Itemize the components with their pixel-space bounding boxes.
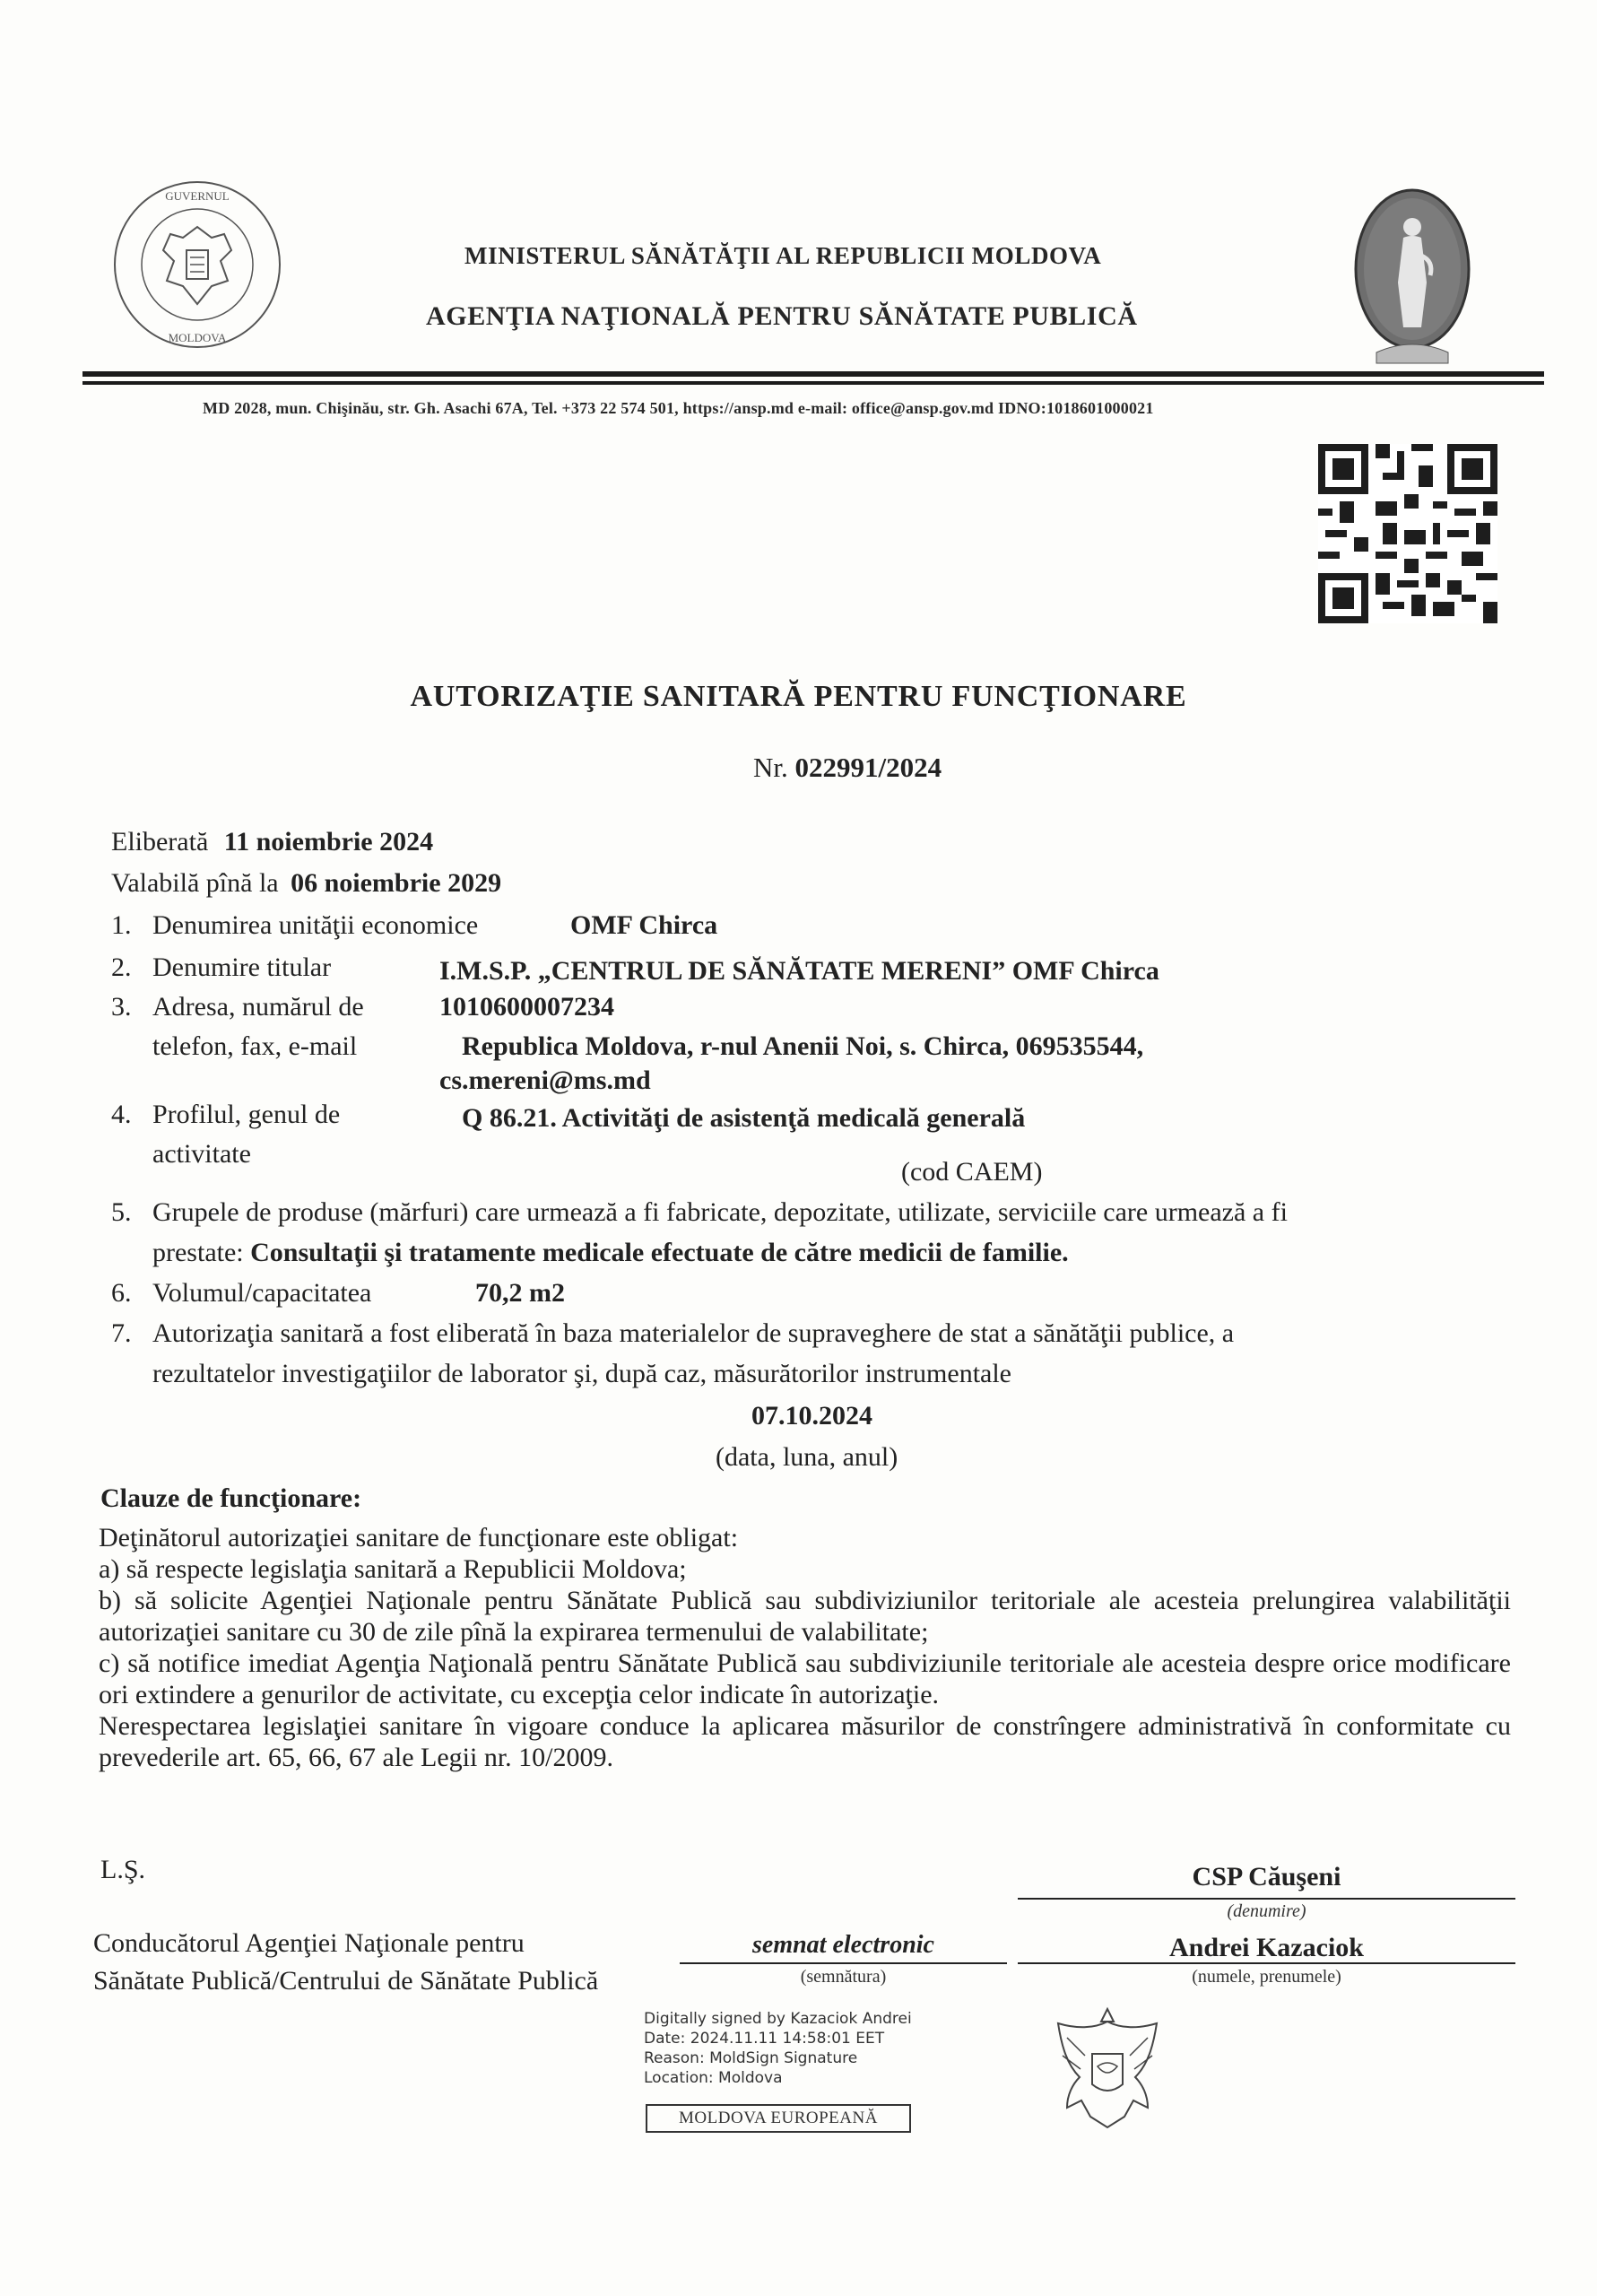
field-2-number: 2. [111, 952, 132, 982]
clauses-note: Nerespectarea legislaţiei sanitare în vigoare conduce la aplicarea măsurilor de constrîngere administrativă în conformitate cu prevederile art. 65, 66, 67 ale Legii nr. 10/2009. [99, 1711, 1511, 1772]
header-rule-thin [82, 381, 1544, 385]
digital-signature-block: Digitally signed by Kazaciok Andrei Date: 2024.11.11 14:58:01 EET Reason: MoldSign Signature Location: Moldova [644, 2010, 912, 2087]
issued-date: 11 noiembrie 2024 [223, 827, 434, 857]
field-1-label: Denumirea unităţii economice [152, 910, 479, 940]
valid-line: Valabilă pînă la 06 noiembrie 2029 [111, 868, 502, 898]
signed-electronic: semnat electronic [752, 1931, 934, 1959]
clause-b: b) să solicite Agenţiei Naţionale pentru Sănătate Publică sau subdiviziunilor teritoriale ale acesteia prelungirea valabilităţii autorizaţiei sanitare cu 30 de zile pînă la expirarea termenului de valabilitate; [99, 1586, 1511, 1647]
government-seal-icon [108, 175, 287, 354]
ls-mark: L.Ş. [100, 1855, 146, 1884]
header-rule-thick [82, 371, 1544, 377]
leader-line-1: Conducătorul Agenţiei Naţionale pentru [93, 1928, 525, 1958]
field-1-number: 1. [111, 910, 132, 940]
field-3-idno: 1010600007234 [439, 992, 614, 1022]
field-1-value: OMF Chirca [570, 910, 718, 940]
field-5-number: 5. [111, 1197, 132, 1227]
coat-of-arms-icon [1040, 2002, 1175, 2136]
ministry-name: MINISTERUL SĂNĂTĂŢII AL REPUBLICII MOLDOVA [464, 242, 1102, 269]
org-line [1018, 1898, 1515, 1900]
clauses-heading: Clauze de funcţionare: [100, 1483, 362, 1513]
agency-address: MD 2028, mun. Chişinău, str. Gh. Asachi 67A, Tel. +373 22 574 501, https://ansp.md e-mail: office@ansp.gov.md IDNO:1018601000021 [203, 399, 1154, 417]
field-2-label: Denumire titular [152, 952, 332, 982]
hygieia-medallion-icon [1350, 184, 1475, 368]
signed-line [680, 1962, 1007, 1964]
field-7-caption: (data, luna, anul) [716, 1442, 898, 1472]
field-3-label-1: Adresa, numărul de [152, 992, 364, 1022]
field-7-number: 7. [111, 1318, 132, 1348]
clause-a: a) să respecte legislaţia sanitară a Republicii Moldova; [99, 1554, 687, 1584]
valid-date: 06 noiembrie 2029 [291, 868, 502, 898]
field-3-address-1: Republica Moldova, r-nul Anenii Noi, s. Chirca, 069535544, [462, 1031, 1144, 1061]
field-3-label-2: telefon, fax, e-mail [152, 1031, 358, 1061]
agency-name: AGENŢIA NAŢIONALĂ PENTRU SĂNĂTATE PUBLICĂ [426, 301, 1138, 331]
clauses-body [99, 1522, 1511, 1773]
field-4-value: Q 86.21. Activităţi de asistenţă medicală generală [462, 1103, 1026, 1133]
field-7-line-2: rezultatelor investigaţiilor de laborator şi, după caz, măsurătorilor instrumentale [152, 1359, 1011, 1388]
document-title: AUTORIZAŢIE SANITARĂ PENTRU FUNCŢIONARE [410, 680, 1187, 713]
svg-text:MOLDOVA: MOLDOVA [168, 331, 227, 344]
field-6-number: 6. [111, 1278, 132, 1308]
signed-caption: (semnătura) [800, 1967, 887, 1987]
field-3-number: 3. [111, 992, 132, 1022]
signer-caption: (numele, prenumele) [1192, 1967, 1341, 1987]
field-5-value: Consultaţii şi tratamente medicale efectuate de către medicii de familie. [250, 1238, 1069, 1267]
field-5-line-1: Grupele de produse (mărfuri) care urmează a fi fabricate, depozitate, utilizate, serviciile care urmează a fi [152, 1197, 1288, 1227]
field-6-label: Volumul/capacitatea [152, 1278, 372, 1308]
leader-line-2: Sănătate Publică/Centrului de Sănătate Publică [93, 1966, 599, 1996]
moldova-europeana-box: MOLDOVA EUROPEANĂ [646, 2104, 911, 2133]
issued-line: Eliberată 11 noiembrie 2024 [111, 827, 434, 857]
clauses-intro: Deţinătorul autorizaţiei sanitare de funcţionare este obligat: [99, 1523, 739, 1552]
field-7-date: 07.10.2024 [751, 1401, 872, 1431]
signer-name: Andrei Kazaciok [1169, 1933, 1364, 1962]
field-4-caption: (cod CAEM) [901, 1157, 1043, 1187]
field-3-address-2: cs.mereni@ms.md [439, 1065, 651, 1095]
field-6-value: 70,2 m2 [475, 1278, 565, 1308]
document-number: Nr. 022991/2024 [753, 752, 942, 783]
field-4-label-2: activitate [152, 1139, 251, 1169]
svg-text:GUVERNUL: GUVERNUL [165, 189, 230, 203]
field-4-number: 4. [111, 1100, 132, 1129]
field-2-value: I.M.S.P. „CENTRUL DE SĂNĂTATE MERENI” OMF Chirca [439, 956, 1159, 986]
signer-line [1018, 1962, 1515, 1964]
clause-c: c) să notifice imediat Agenţia Naţională pentru Sănătate Publică sau subdiviziunile teritoriale ale acesteia despre orice modificare ori extindere a genurilor de activitate, cu excepţia celor indicate în autorizaţie. [99, 1648, 1511, 1709]
qr-code-icon [1318, 444, 1497, 623]
field-7-line-1: Autorizaţia sanitară a fost eliberată în baza materialelor de supraveghere de stat a sănătăţii publice, a [152, 1318, 1235, 1348]
org-caption: (denumire) [1227, 1901, 1306, 1921]
org-name: CSP Căuşeni [1192, 1862, 1341, 1892]
field-4-label-1: Profilul, genul de [152, 1100, 341, 1129]
field-5-line-2: prestate: Consultaţii şi tratamente medicale efectuate de către medicii de familie. [152, 1238, 1069, 1267]
